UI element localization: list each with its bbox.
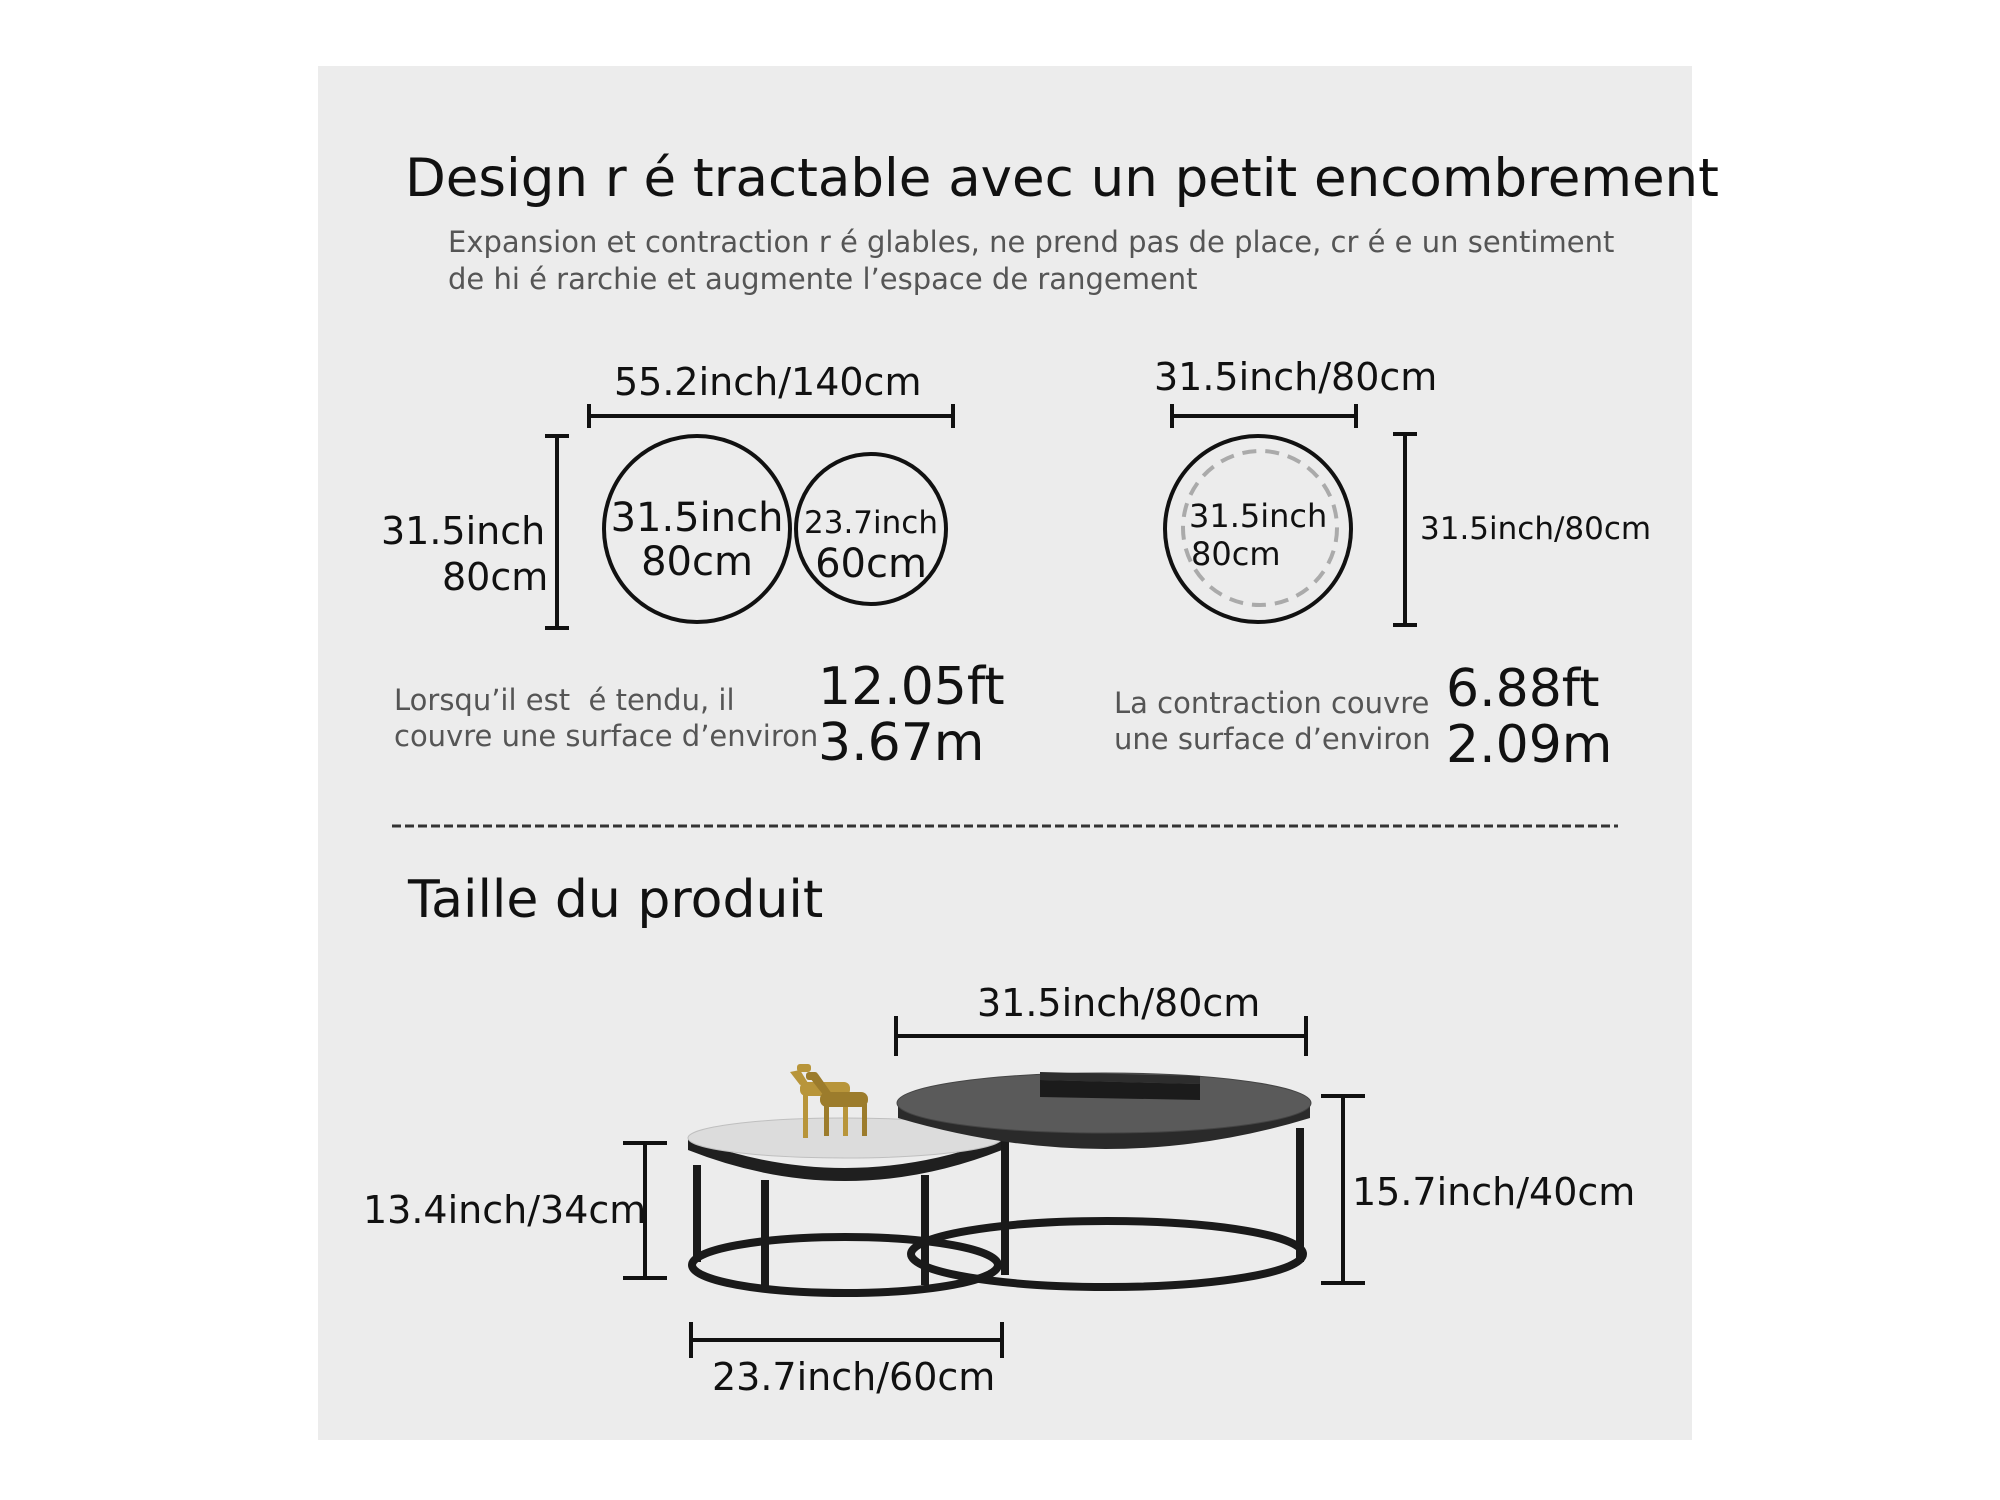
contracted-height-label: 31.5inch/80cm — [1420, 511, 1652, 547]
expanded-height-label-cm: 80cm — [442, 555, 549, 599]
large-table-width-label: 31.5inch/80cm — [977, 981, 1261, 1025]
contracted-width-dimension-line — [1172, 404, 1356, 428]
large-table-height-dimension-line — [1321, 1096, 1365, 1283]
small-table-height-label: 13.4inch/34cm — [363, 1188, 647, 1232]
large-circle-label-cm: 80cm — [641, 539, 753, 585]
expanded-desc-line-2: couvre une surface d’environ — [394, 719, 819, 753]
book-icon — [1040, 1072, 1200, 1100]
contracted-desc-line-1: La contraction couvre — [1114, 686, 1430, 720]
contracted-area-ft: 6.88ft — [1446, 659, 1600, 719]
expanded-area-m: 3.67m — [818, 713, 985, 773]
expanded-desc-line-1: Lorsqu’il est é tendu, il — [394, 683, 735, 717]
expanded-height-label-inch: 31.5inch — [381, 509, 546, 553]
subtitle-line-1: Expansion et contraction r é glables, ne prend pas de place, cr é e un sentiment — [448, 225, 1615, 259]
small-table-width-label: 23.7inch/60cm — [712, 1355, 996, 1399]
expanded-height-dimension-line — [545, 436, 569, 628]
contracted-height-dimension-line — [1393, 434, 1417, 625]
contracted-circle-label-cm: 80cm — [1191, 535, 1281, 573]
contracted-circle-label-inch: 31.5inch — [1189, 497, 1328, 535]
product-size-heading: Taille du produit — [408, 870, 824, 930]
large-table-width-dimension-line — [896, 1016, 1306, 1056]
small-table-height-dimension-line — [623, 1143, 667, 1278]
large-table-height-label: 15.7inch/40cm — [1352, 1170, 1636, 1214]
subtitle-line-2: de hi é rarchie et augmente l’espace de rangement — [448, 262, 1198, 296]
contracted-width-label: 31.5inch/80cm — [1154, 355, 1438, 399]
large-circle-label-inch: 31.5inch — [610, 495, 784, 541]
expanded-width-dimension-line — [589, 404, 953, 428]
small-circle-label-inch: 23.7inch — [804, 505, 938, 541]
nested-table-dashed-circle — [1183, 451, 1337, 605]
page-title: Design r é tractable avec un petit encombrement — [405, 148, 1719, 209]
contracted-desc-line-2: une surface d’environ — [1114, 722, 1431, 756]
small-circle-label-cm: 60cm — [815, 541, 927, 587]
small-table-width-dimension-line — [691, 1322, 1002, 1358]
large-table-illustration — [897, 1073, 1311, 1287]
contracted-area-m: 2.09m — [1446, 715, 1613, 775]
small-table-illustration — [688, 1118, 1002, 1293]
expanded-width-label: 55.2inch/140cm — [614, 360, 922, 404]
expanded-area-ft: 12.05ft — [818, 657, 1005, 717]
